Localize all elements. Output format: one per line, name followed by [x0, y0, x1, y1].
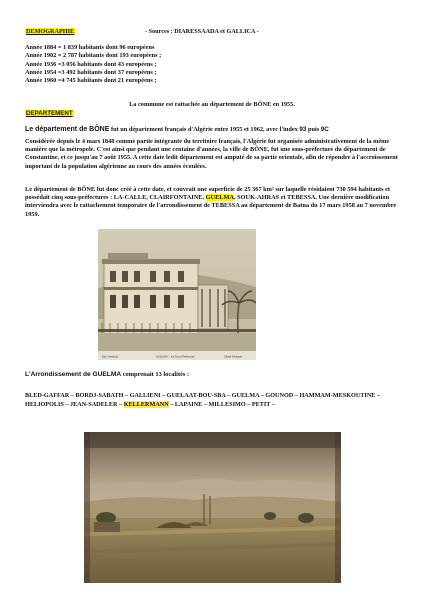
demographics-list — [25, 44, 161, 85]
photo1-caption-right: Cliché Gerbaud — [224, 355, 243, 359]
photo1-caption-left: Edit. Gerbaud — [102, 355, 119, 359]
arrondissement-heading — [25, 371, 189, 378]
demographics-line: Année 1960 =4 745 habitants dont 21 européens ; — [25, 77, 157, 85]
demographics-line: Année 1936 =3 056 habitants dont 43 européens ; — [25, 60, 157, 68]
highlight-guelma: GUELMA — [205, 194, 234, 202]
department-heading-text: fut un département français d'Algérie entre 1955 et 1962, avec l'index — [109, 126, 300, 133]
sources-line: - Sources : DIARESSAADA et GALLICA - — [145, 28, 259, 35]
landscape-photo — [84, 432, 341, 583]
highlight-kellermann: KELLERMANN — [123, 400, 169, 408]
department-heading-text-2: puis — [306, 126, 321, 133]
photo1-caption-center: GUELMA – La Sous-Préfecture — [156, 354, 195, 359]
section-tag-demographie: DEMOGRAPHIE — [26, 28, 75, 35]
department-paragraph-2-text-2: , SOUK-AHRAS et TEBESSA. Une dernière modification interviendra avec le rattachement temporaire de l'arrondissement de TEBESSA au département de Batna du 17 mars 1958 au 7 novembre 1959. — [25, 194, 397, 218]
demographics-line: Année 1884 = 1 839 habitants dont 96 européens — [25, 44, 155, 51]
department-paragraph-2-text: Le département de BÔNE fut donc créé à cette date, et couvrait une superficie de 25 367 km² sur laquelle résidaient 730 594 habitants et possédait cinq sous-préfectures : LA-CALLE, CLAIRFONTAINE, — [25, 186, 391, 202]
localities-text: BLED-GAFFAR – BORDJ-SABATH – GALLIENI – GUELAAT-BOU-SBA – GUELMA – GOUNOD – HAMMAM-MESKOUTINE – HELIOPOLIS – JEAN-SADELER – — [25, 392, 381, 408]
sous-prefecture-photo — [98, 229, 256, 360]
localities-list — [25, 392, 403, 410]
arrondissement-heading-title: L'Arrondissement de GUELMA — [25, 371, 122, 378]
department-paragraph-2 — [25, 186, 399, 219]
department-heading — [25, 126, 399, 134]
demographics-line: Année 1902 = 2 787 habitants dont 193 européens ; — [25, 52, 162, 60]
department-heading-title: Le département de BÔNE — [25, 126, 110, 133]
arrondissement-heading-text: comprenait 13 localités : — [121, 371, 190, 378]
section-tag-departement: DEPARTEMENT — [26, 110, 73, 117]
header-row — [25, 28, 405, 37]
localities-text-2: – LAPAINE – MILLESIMO – PETIT – — [168, 400, 275, 408]
demographics-line: Année 1954 =3 492 habitants dont 37 européens ; — [25, 68, 157, 76]
attachment-note: La commune est rattachée au département de BÔNE en 1955. — [129, 101, 295, 108]
department-paragraph-1: Considérée depuis le 4 mars 1848 comme partie intégrante du territoire français, l'Algérie fut organisée administrativement de la même manière que la métropole. C'est ainsi que pendant une centaine d'années, la ville de BÔNE, fut une sous-préfecture du département de Constantine, et ce jusqu'au 7 août 1955. A cette date ledit département est amputé de sa partie orientale, afin de répondre à l'accroissement important de la population algérienne au cours des années écoulées. — [25, 138, 398, 170]
department-index-1: 93 — [299, 126, 307, 133]
department-index-2: 9C — [320, 126, 329, 133]
